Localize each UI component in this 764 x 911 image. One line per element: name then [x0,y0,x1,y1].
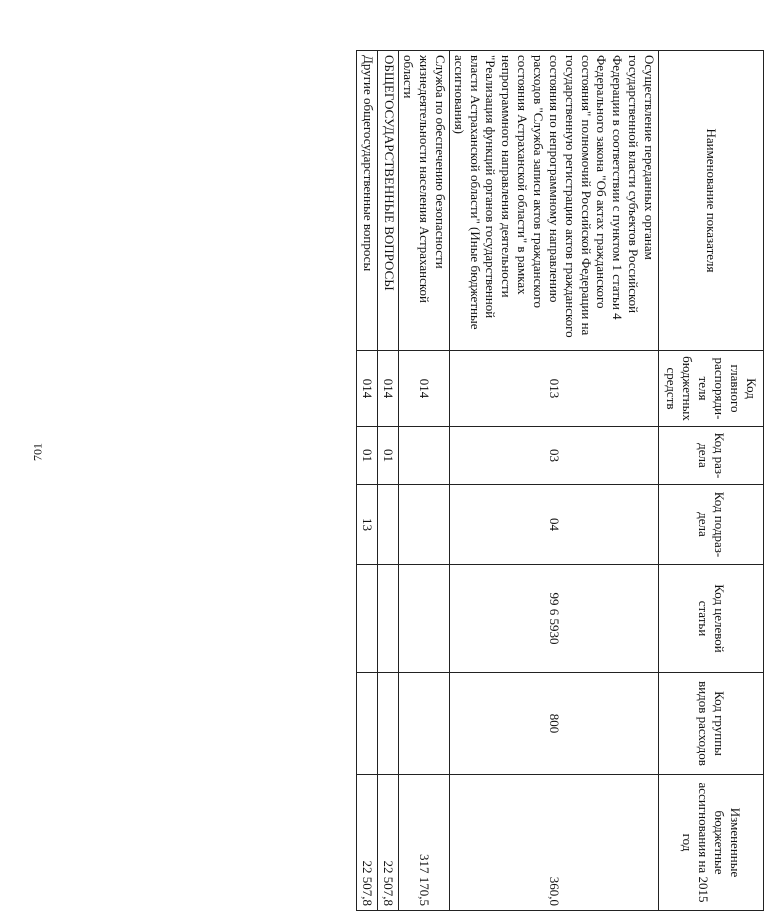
row-admin-code: 013 [449,351,658,427]
row-admin-code: 014 [357,351,378,427]
row-amount: 22 507,8 [378,775,399,911]
row-admin-code: 014 [378,351,399,427]
table-row [357,51,378,911]
row-subsection-code: 04 [449,485,658,565]
page-number: 701 [30,443,45,461]
row-admin-code: 014 [399,351,450,427]
row-target-code [357,565,378,673]
row-target-code: 99 6 5930 [449,565,658,673]
row-amount: 360,0 [449,775,658,911]
row-amount: 22 507,8 [357,775,378,911]
header-name: Наименование показателя [659,51,764,351]
row-expense-code: 800 [449,673,658,775]
row-section-code: 01 [378,427,399,485]
table-row [378,51,399,911]
table-row [399,51,450,911]
row-name: ОБЩЕГОСУДАРСТВЕННЫЕ ВОПРОСЫ [378,51,399,351]
row-section-code: 01 [357,427,378,485]
header-section-code: Код раз- дела [659,427,764,485]
row-subsection-code [399,485,450,565]
budget-table-container [360,50,764,910]
header-admin-code: Код главного распоряди- теля бюджетных средств [659,351,764,427]
header-amount: Измененные бюджетные ассигнования на 2015 год [659,775,764,911]
header-subsection-code: Код подраз- дела [659,485,764,565]
row-target-code [378,565,399,673]
row-section-code: 03 [449,427,658,485]
row-amount: 317 170,5 [399,775,450,911]
row-name: Осуществление переданных органам государственной власти субъектов Российской Федерации в соответствии с пунктом 1 статьи 4 Федерального закона "Об актах гражданского состояния" полномочий Российской Федерации на государственную регистрацию актов гражданского состояния по непрограммному направлению расходов "Служба записи актов гражданского состояния Астраханской области" в рамках непрограммного направления деятельности "Реализация функций органов государственной власти Астраханской области" (Иные бюджетные ассигнования) [449,51,658,351]
row-subsection-code [378,485,399,565]
row-subsection-code: 13 [357,485,378,565]
budget-table [356,50,764,911]
row-name: Другие общегосударственные вопросы [357,51,378,351]
row-expense-code [399,673,450,775]
row-expense-code [357,673,378,775]
table-header-row [659,51,764,911]
header-expense-code: Код группы видов расходов [659,673,764,775]
row-name: Служба по обеспечению безопасности жизнедеятельности населения Астраханской области [399,51,450,351]
row-section-code [399,427,450,485]
header-target-code: Код целевой статьи [659,565,764,673]
row-target-code [399,565,450,673]
table-row [449,51,658,911]
row-expense-code [378,673,399,775]
